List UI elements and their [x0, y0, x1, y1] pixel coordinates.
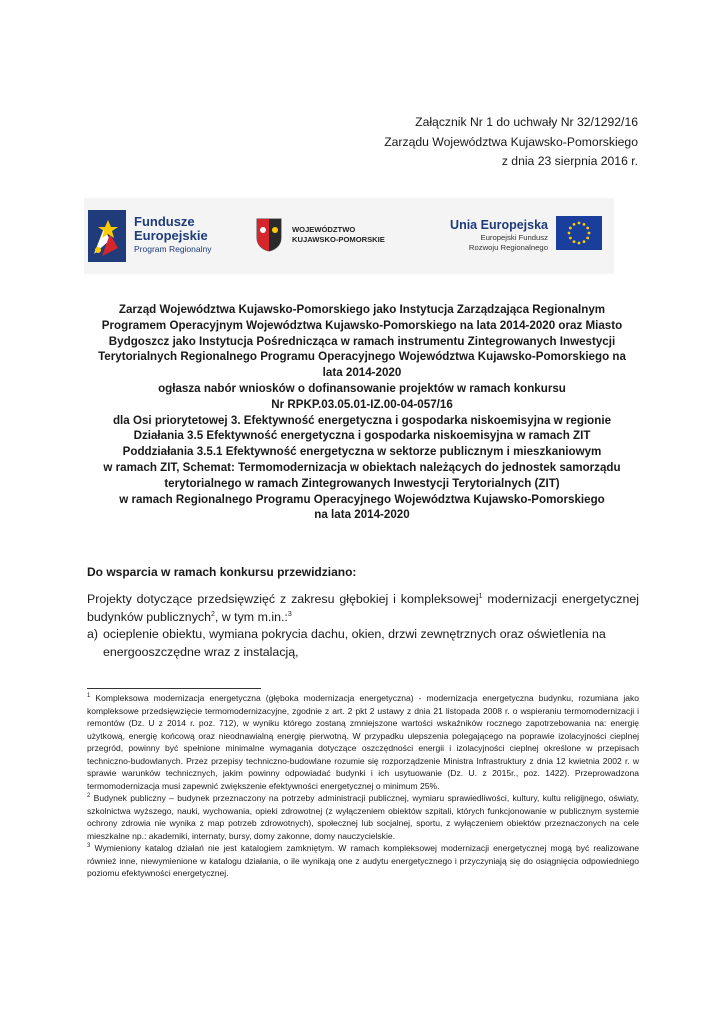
- announcement-heading: [84, 302, 640, 523]
- logo-bar: [84, 198, 614, 274]
- annex-line-3: z dnia 23 sierpnia 2016 r.: [501, 154, 638, 168]
- footnote-2: [87, 792, 639, 842]
- list-item-text-2: energooszczędne wraz z instalacją,: [103, 644, 299, 659]
- eu-star-icon: [578, 222, 581, 225]
- eu-star-icon: [569, 237, 572, 240]
- list-item-text-1: ocieplenie obiektu, wymiana pokrycia dachu, okien, drzwi zewnętrznych oraz oświetlenia na: [103, 627, 606, 641]
- footnote-ref-3[interactable]: 3: [287, 610, 292, 618]
- heading-line: Nr RPKP.03.05.01-IZ.00-04-057/16: [271, 397, 453, 411]
- footnote-1: [87, 692, 639, 792]
- list-item-label: a): [87, 627, 99, 641]
- footnote-3-text: Wymieniony katalog działań nie jest katalogiem zamkniętym. W ramach kompleksowej modernizacji energetycznej mogą być realizowane również inne, niewymienione w katalogu działania, o ile wynikają one z audytu energetycznego i przyczyniają się do osiągnięcia odpowiedniego poziomu efektywności energetycznej.: [87, 843, 639, 878]
- heading-line: Terytorialnych Regionalnego Programu Operacyjnego Województwa Kujawsko-Pomorskiego na: [98, 350, 626, 364]
- heading-line: lata 2014-2020: [322, 366, 402, 380]
- heading-line: w ramach ZIT, Schemat: Termomodernizacja w obiektach należących do jednostek samorządu: [103, 460, 621, 474]
- eu-star-icon: [578, 242, 581, 245]
- kp-line-2: KUJAWSKO-POMORSKIE: [292, 235, 385, 244]
- footnote-ref-2[interactable]: 2: [210, 610, 215, 618]
- heading-line: terytorialnego w ramach Zintegrowanych Inwestycji Terytorialnych (ZIT): [164, 476, 560, 490]
- footnote-2-number: 2: [87, 793, 91, 800]
- eu-star-icon: [568, 232, 571, 235]
- footnote-divider: [87, 688, 261, 689]
- footnote-3: [87, 842, 639, 880]
- footnote-3-number: 3: [87, 843, 91, 850]
- fundusze-europejskie-logo-text: [134, 215, 211, 256]
- eu-star-icon: [583, 223, 586, 226]
- heading-line: Bydgoszcz jako Instytucja Pośrednicząca w ramach instrumentu Zintegrowanych Inwestycji: [108, 334, 616, 348]
- heading-line: Zarząd Województwa Kujawsko-Pomorskiego jako Instytucja Zarządzająca Regionalnym: [118, 303, 606, 316]
- heading-line: w ramach Regionalnego Programu Operacyjnego Województwa Kujawsko-Pomorskiego: [119, 492, 605, 506]
- fe-title-2: Europejskie: [134, 228, 208, 243]
- eu-flag-icon: [556, 216, 602, 250]
- kujawsko-pomorskie-crest-icon: [256, 218, 282, 252]
- kp-line-1: WOJEWÓDZTWO: [292, 225, 356, 234]
- ue-line-1: Europejski Fundusz: [480, 233, 548, 242]
- footnote-1-text: Kompleksowa modernizacja energetyczna (głęboka modernizacja energetyczna) - modernizacja energetyczna budynku, rozumiana jako kompleksowe przedsięwzięcie termomodernizacyjne, zgodnie z art. 2 pkt 2 ustawy z dnia 21 listopada 2008 r. o wspieraniu termomodernizacji i remontów (Dz. U z 2014 r. poz. 712), w wyniku którego zostaną zmniejszone wartości wskaźników rocznego zapotrzebowania na: energię użytkową, energię końcową oraz nieodnawialną energię pierwotną. W przypadku ulepszenia polegającego na poprawie izolacyjności cieplnej przegród, powinny być spełnione minimalne wymagania dotyczące oszczędności energii i izolacyjności cieplnej określone w przepisach techniczno-budowlanych. Przez przepisy techniczno-budowlane rozumie się rozporządzenie Ministra Infrastruktury z dnia 12 kwietnia 2002 r. w sprawie warunków technicznych, jakim powinny odpowiadać budynki i ich usytuowanie (Dz. U. z 2015r., poz. 1422). Przeprowadzona termomodernizacja musi zapewnić zwiększenie efektywności energetycznej o minimum 25%.: [87, 693, 639, 791]
- annex-line-1: Załącznik Nr 1 do uchwały Nr 32/1292/16: [415, 115, 638, 129]
- body-paragraph: [87, 591, 639, 626]
- annex-header: [384, 113, 638, 172]
- fundusze-europejskie-logo-mark: [88, 210, 126, 262]
- heading-line: na lata 2014-2020: [314, 508, 410, 522]
- annex-line-2: Zarządu Województwa Kujawsko-Pomorskiego: [384, 134, 638, 149]
- kujawsko-pomorskie-logo-text: [292, 225, 385, 245]
- ue-line-2: Rozwoju Regionalnego: [468, 243, 548, 252]
- fe-title-1: Fundusze: [134, 214, 195, 229]
- heading-line: Działania 3.5 Efektywność energetyczna i gospodarka niskoemisyjna w ramach ZIT: [133, 429, 591, 443]
- eu-star-icon: [583, 240, 586, 243]
- eu-star-icon: [586, 237, 589, 240]
- list-item-a: [87, 626, 639, 661]
- ue-title: Unia Europejska: [450, 218, 548, 232]
- heading-line: dla Osi priorytetowej 3. Efektywność energetyczna i gospodarka niskoemisyjna w regionie: [112, 413, 612, 427]
- para-text-c: , w tym m.in.:: [214, 609, 288, 624]
- footnote-ref-1[interactable]: 1: [478, 592, 483, 600]
- unia-europejska-logo-text: [430, 218, 548, 253]
- eu-star-icon: [573, 240, 576, 243]
- para-text-b: modernizacji energetycznej budynków publicznych: [87, 592, 639, 624]
- heading-line: Poddziałania 3.5.1 Efektywność energetyczna w sektorze publicznym i mieszkaniowym: [122, 445, 602, 459]
- para-text-a: Projekty dotyczące przedsięwzięć z zakresu głębokiej i kompleksowej: [87, 592, 479, 606]
- fe-subtitle: Program Regionalny: [134, 244, 212, 254]
- eu-star-icon: [569, 227, 572, 230]
- heading-line: ogłasza nabór wniosków o dofinansowanie projektów w ramach konkursu: [158, 381, 566, 395]
- footnote-1-number: 1: [87, 693, 91, 700]
- eu-star-icon: [588, 232, 591, 235]
- eu-star-icon: [573, 223, 576, 226]
- section-intro: Do wsparcia w ramach konkursu przewidziano:: [87, 565, 357, 579]
- heading-line: Programem Operacyjnym Województwa Kujawsko-Pomorskiego na lata 2014-2020 oraz Miasto: [101, 318, 623, 332]
- eu-star-icon: [586, 227, 589, 230]
- footnotes: [87, 692, 639, 880]
- footnote-2-text: Budynek publiczny – budynek przeznaczony na potrzeby administracji publicznej, wymiaru sprawiedliwości, kultury, kultu religijnego, oświaty, szkolnictwa wyższego, nauki, wychowania, opieki zdrowotnej (z wyłączeniem obiektów szpitali, których funkcjonowanie w publicznym systemie ochrony zdrowia nie wynika z map potrzeb zdrowotnych), społecznej lub socjalnej, sportu, z wyłączeniem obiektów przeznaczonych na cele mieszkalne np.: akademiki, internaty, bursy, domy zakonne, domy nauczycielskie.: [87, 793, 639, 841]
